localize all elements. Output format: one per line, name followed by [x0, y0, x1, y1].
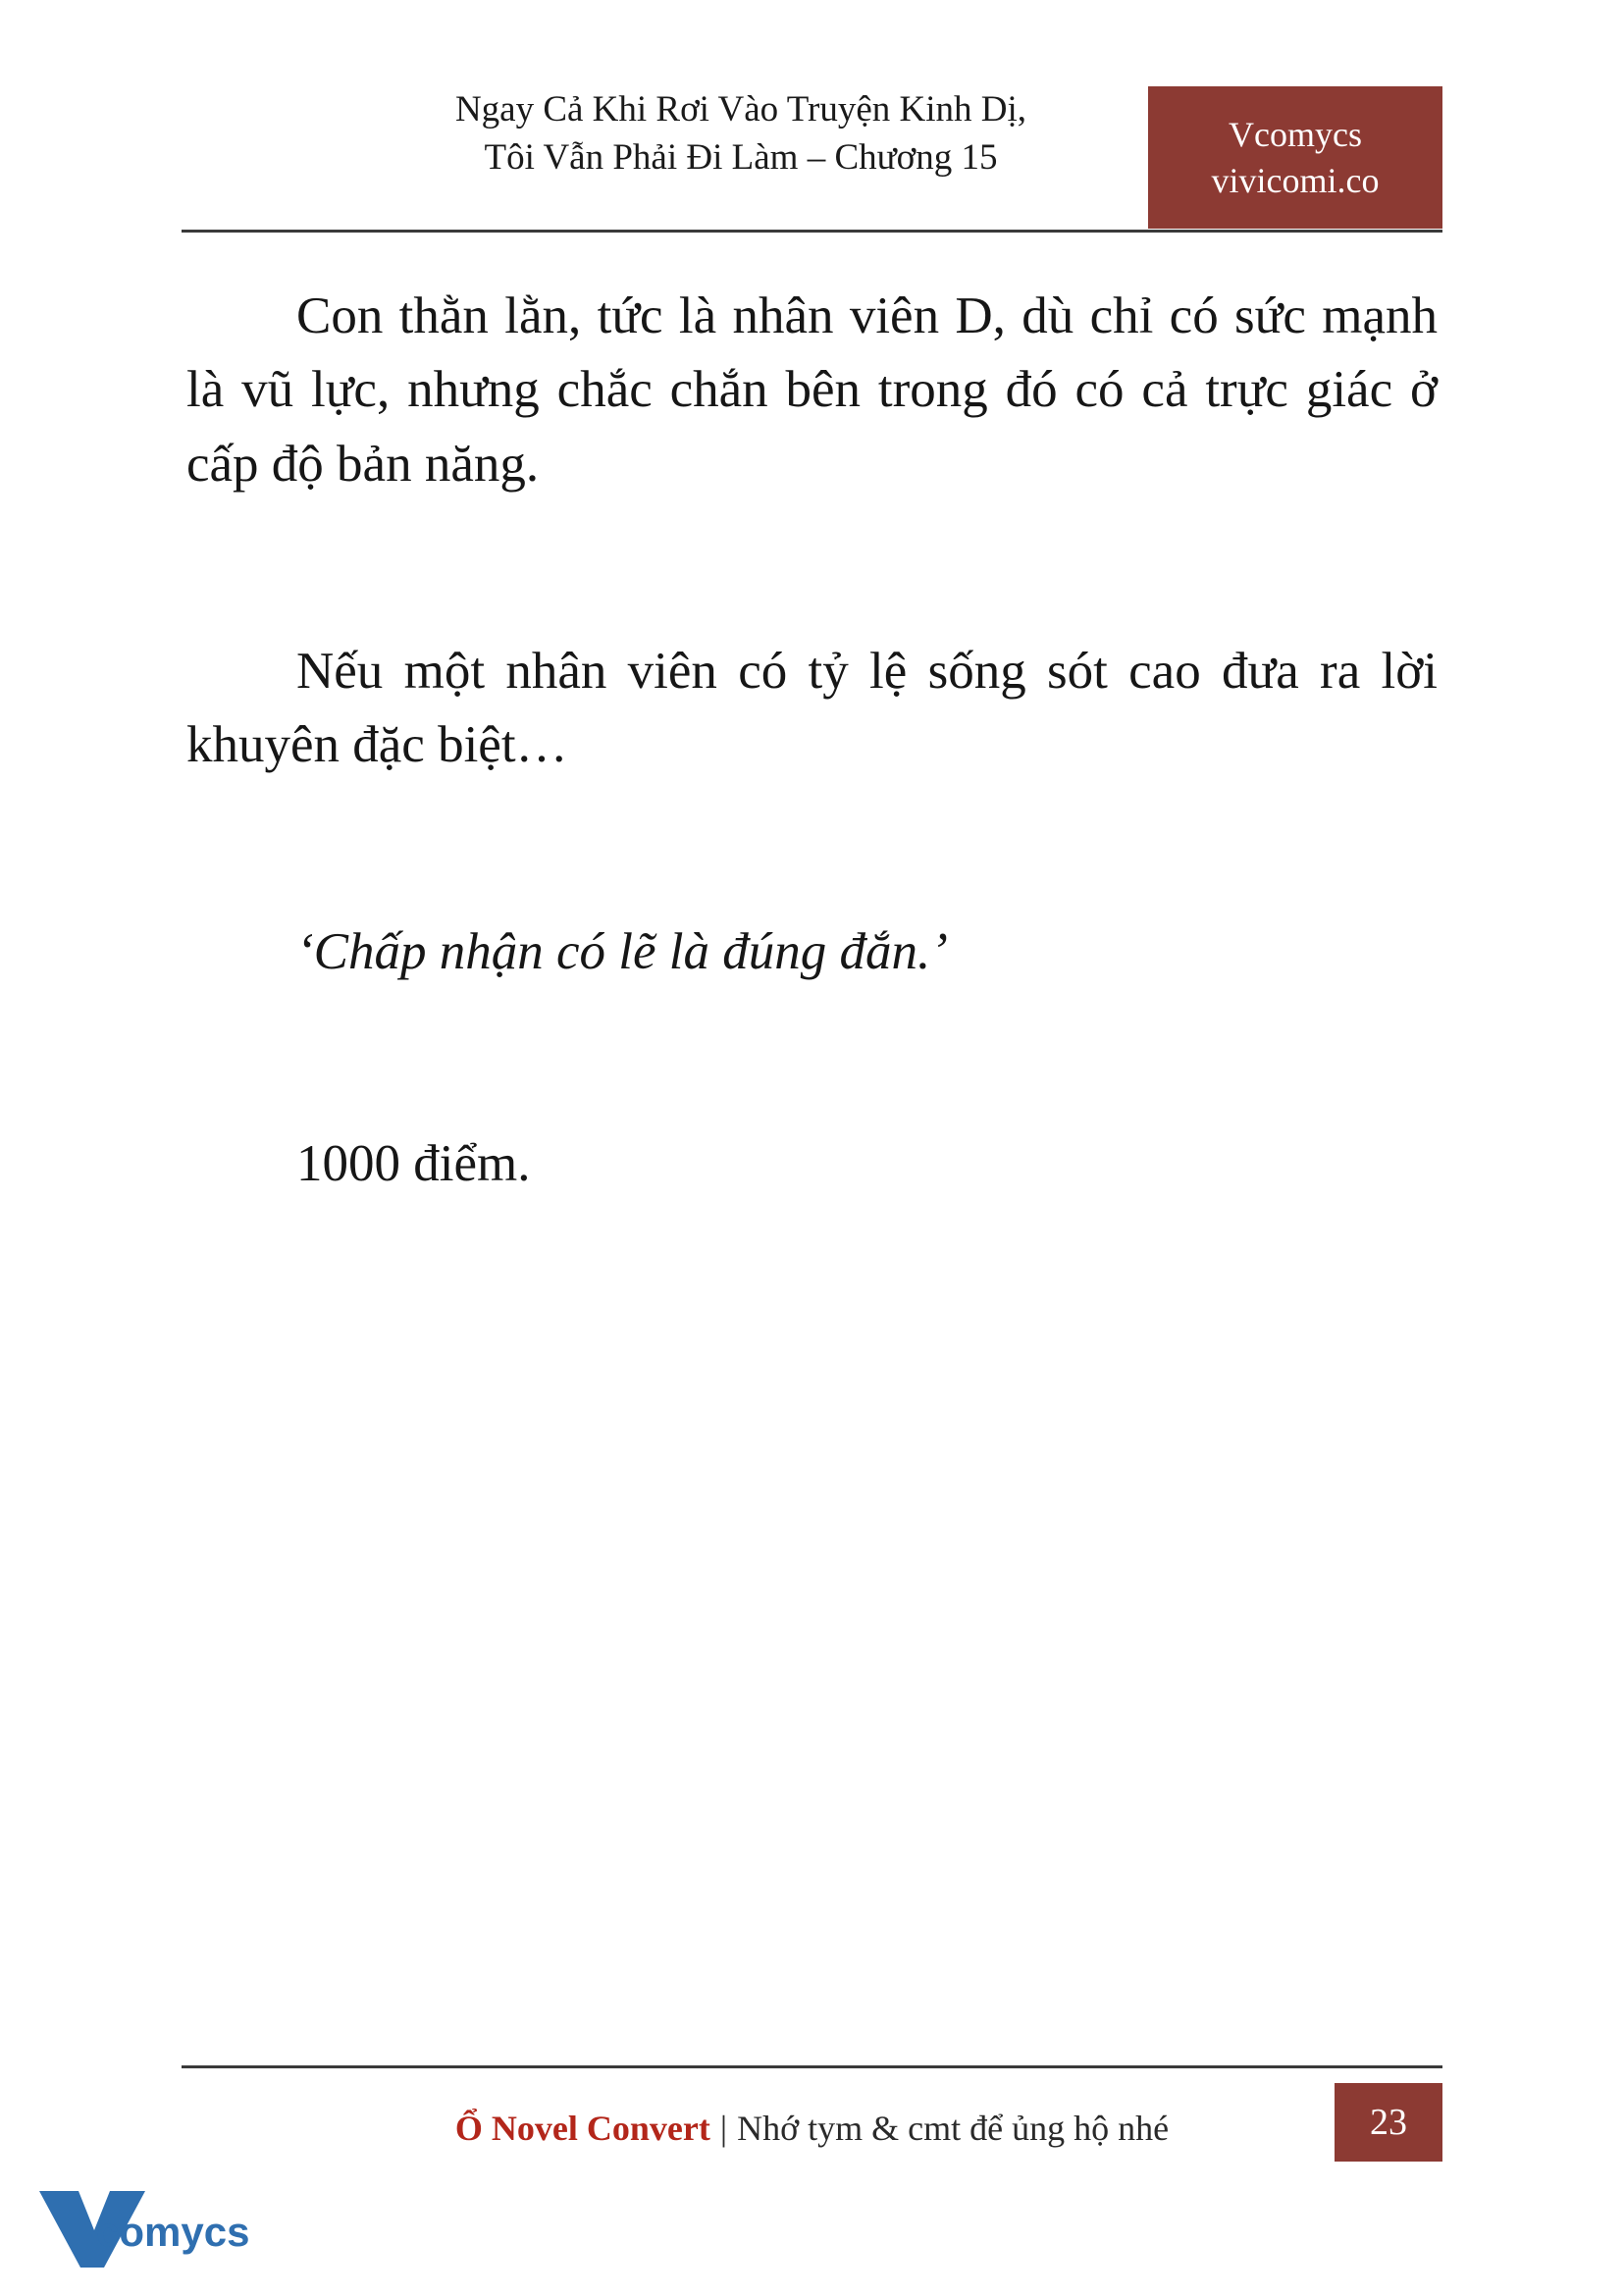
page-header: [182, 86, 1442, 232]
page-number: 23: [1335, 2083, 1442, 2162]
chapter-title-line-1: Ngay Cả Khi Rơi Vào Truyện Kinh Dị,: [454, 89, 1027, 130]
footer-note: Nhớ tym & cmt để ủng hộ nhé: [737, 2109, 1170, 2148]
footer-brand: Ổ Novel Convert: [454, 2109, 710, 2148]
header-divider: [182, 230, 1442, 233]
paragraph-spacer-1: [186, 582, 1438, 635]
site-badge-url: vivicomi.co: [1211, 160, 1380, 200]
chapter-title-line-2: Tôi Vẫn Phải Đi Làm – Chương 15: [484, 136, 998, 178]
page-footer: [182, 2065, 1442, 2183]
svg-text:comycs: comycs: [96, 2209, 250, 2255]
site-badge-name: Vcomycs: [1229, 115, 1362, 155]
paragraph-1: Con thằn lằn, tức là nhân viên D, dù chỉ có sức mạnh là vũ lực, nhưng chắc chắn bên trong đó có cả trực giác ở cấp độ bản năng.: [186, 287, 1438, 493]
footer-divider: [182, 2065, 1442, 2068]
paragraph-3-quote: ‘Chấp nhận có lẽ là đúng đắn.’: [296, 923, 948, 981]
page-content: [186, 280, 1438, 1281]
paragraph-4: 1000 điểm.: [296, 1134, 531, 1192]
chapter-title: [182, 86, 1300, 183]
paragraph-2: Nếu một nhân viên có tỷ lệ sống sót cao đưa ra lời khuyên đặc biệt…: [186, 642, 1438, 773]
vcomycs-watermark-logo: [35, 2173, 290, 2271]
footer-text: [182, 2093, 1442, 2164]
paragraph-spacer-2: [186, 862, 1438, 915]
paragraph-spacer-3: [186, 1074, 1438, 1127]
site-badge: [1148, 86, 1442, 229]
footer-separator: |: [719, 2109, 728, 2148]
